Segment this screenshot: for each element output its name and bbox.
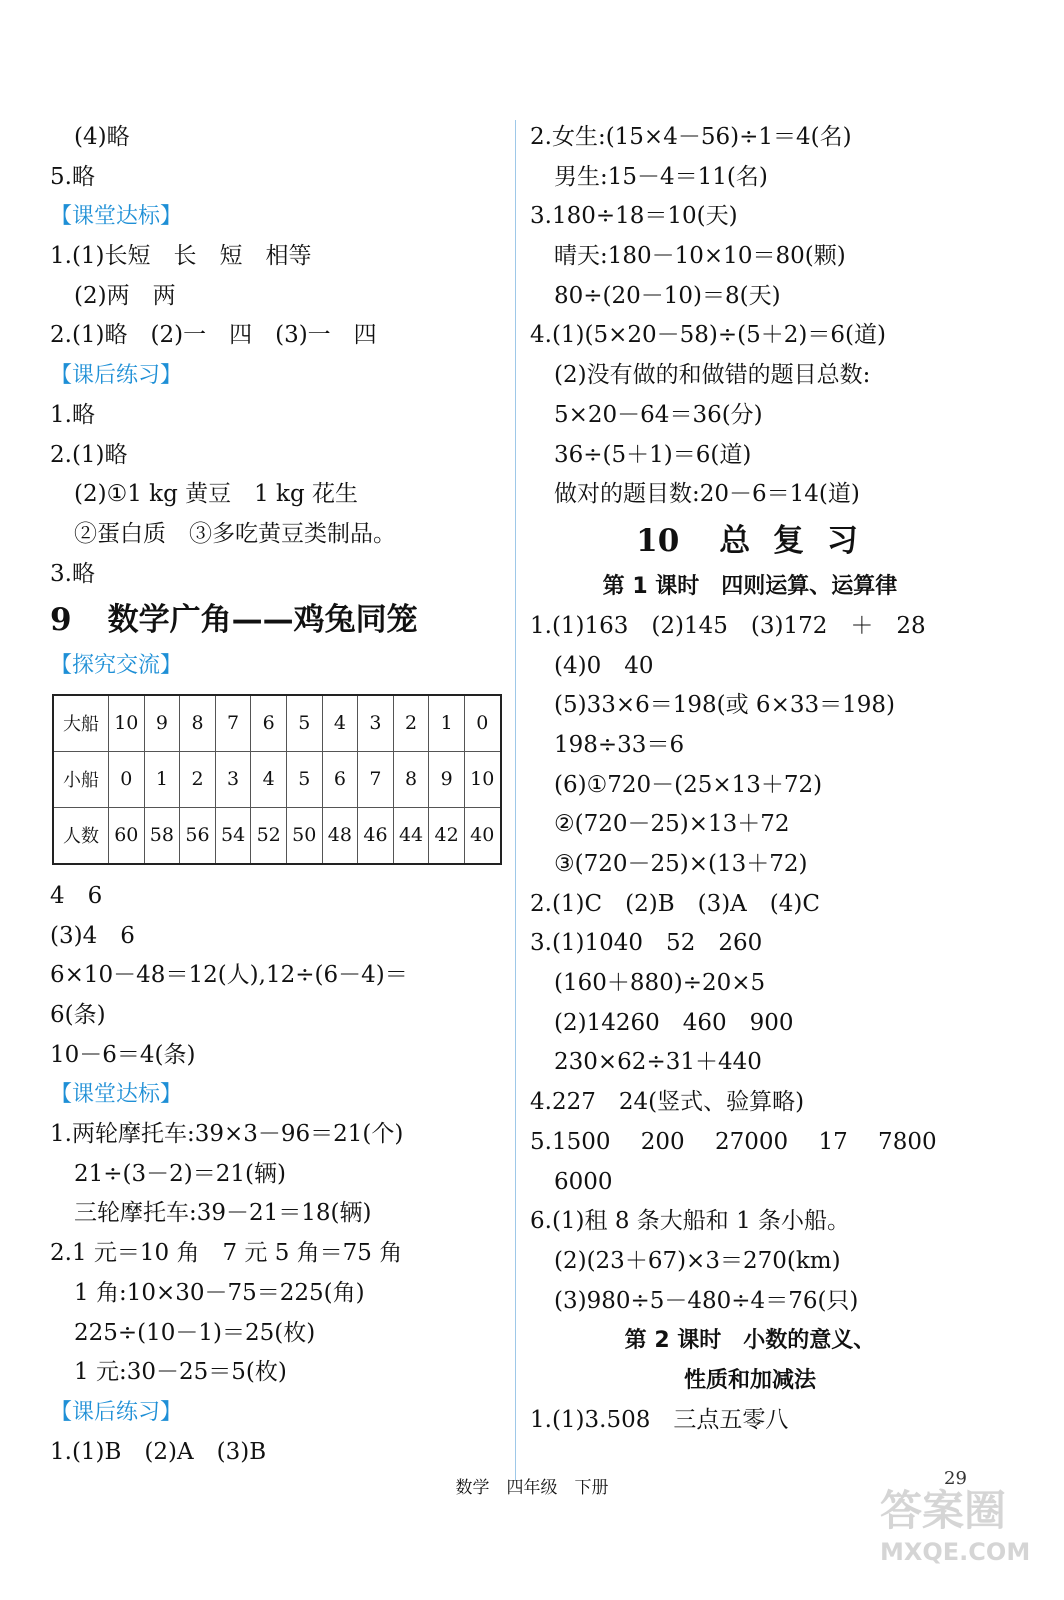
table-cell: 7: [215, 695, 251, 752]
section-tag-kehou: 【课后练习】: [50, 363, 183, 389]
answer-line: 晴天:180－10×10＝80(颗): [554, 243, 846, 270]
table-cell: 9: [429, 751, 465, 807]
column-divider: [515, 120, 516, 1480]
section-tag-ketang: 【课堂达标】: [50, 1082, 183, 1108]
watermark-logo: [880, 1478, 1030, 1578]
answer-line: 6×10－48＝12(人),12÷(6－4)＝: [50, 962, 408, 989]
answer-line: 36÷(5＋1)＝6(道): [554, 441, 752, 468]
boat-table: [52, 694, 502, 865]
table-cell: 10: [109, 695, 145, 752]
table-cell: 7: [358, 751, 394, 807]
answer-line: (5)33×6＝198(或 6×33＝198): [554, 692, 895, 719]
section-heading-9: [50, 594, 502, 646]
answer-line: 5×20－64＝36(分): [554, 401, 763, 428]
table-cell: 4: [322, 695, 358, 752]
page-number: 29: [944, 1468, 967, 1489]
answer-line: 3.(1)1040 52 260: [530, 930, 763, 957]
table-cell: 5: [286, 695, 322, 752]
answer-line: 1 元:30－25＝5(枚): [74, 1359, 287, 1386]
table-row: [53, 695, 501, 752]
answer-line: 2.女生:(15×4－56)÷1＝4(名): [530, 124, 852, 150]
answer-line: (4)略: [74, 124, 130, 150]
table-cell: 8: [180, 695, 216, 752]
answer-line: 1.略: [50, 401, 95, 428]
answer-line: (3)4 6: [50, 922, 135, 949]
table-cell: 40: [464, 807, 500, 864]
answer-line: ②(720－25)×13＋72: [554, 811, 790, 838]
answer-line: 10－6＝4(条): [50, 1041, 196, 1068]
answer-line: 做对的题目数:20－6＝14(道): [554, 481, 860, 508]
watermark-text: 答案圈: [880, 1486, 1007, 1535]
answer-line: ②蛋白质 ③多吃黄豆类制品。: [74, 520, 396, 547]
answer-line: 2.(1)略 (2)一 四 (3)一 四: [50, 322, 377, 349]
row-header: 大船: [53, 695, 109, 752]
answer-line: (2)两 两: [74, 282, 176, 309]
answer-line: (2)①1 kg 黄豆 1 kg 花生: [74, 481, 359, 508]
section-title: 总 复 习: [719, 522, 864, 559]
table-cell: 2: [180, 751, 216, 807]
table-cell: 10: [464, 751, 500, 807]
row-header: 小船: [53, 751, 109, 807]
answer-line: (4)0 40: [554, 652, 654, 679]
answer-line: 3.略: [50, 560, 95, 587]
answer-line: 3.180÷18＝10(天): [530, 203, 738, 230]
table-cell: 4: [251, 751, 287, 807]
table-cell: 56: [180, 807, 216, 864]
section-number: 9: [50, 602, 72, 639]
answer-line: (160＋880)÷20×5: [554, 970, 766, 997]
answer-line: 1.两轮摩托车:39×3－96＝21(个): [50, 1121, 404, 1148]
answer-line: 男生:15－4＝11(名): [554, 163, 768, 190]
answer-line: 4 6: [50, 882, 103, 909]
left-column: [50, 118, 502, 1472]
table-cell: 54: [215, 807, 251, 864]
table-cell: 58: [144, 807, 180, 864]
table-cell: 8: [393, 751, 429, 807]
table-cell: 1: [429, 695, 465, 752]
answer-line: 225÷(10－1)＝25(枚): [74, 1319, 316, 1346]
answer-line: 6(条): [50, 1002, 106, 1028]
answer-line: 1.(1)B (2)A (3)B: [50, 1438, 267, 1465]
section-heading-10: [530, 515, 970, 567]
section-title: 数学广角——鸡兔同笼: [107, 602, 418, 639]
table-cell: 9: [144, 695, 180, 752]
answer-line: 1.(1)163 (2)145 (3)172 ＋ 28: [530, 612, 926, 639]
answer-line: 三轮摩托车:39－21＝18(辆): [74, 1200, 372, 1227]
table-cell: 60: [109, 807, 145, 864]
answer-line: 21÷(3－2)＝21(辆): [74, 1160, 286, 1187]
answer-line: ③(720－25)×(13＋72): [554, 851, 808, 877]
answer-line: 5.略: [50, 163, 95, 190]
table-row: [53, 751, 501, 807]
section-tag-ketang: 【课堂达标】: [50, 204, 183, 230]
table-cell: 46: [358, 807, 394, 864]
answer-line: (6)①720－(25×13＋72): [554, 771, 823, 798]
answer-line: 1.(1)3.508 三点五零八: [530, 1407, 789, 1434]
table-cell: 2: [393, 695, 429, 752]
page-footer: 数学 四年级 下册: [455, 1478, 609, 1498]
table-row: [53, 807, 501, 864]
answer-line: 230×62÷31＋440: [554, 1049, 762, 1076]
answer-line: (2)没有做的和做错的题目总数:: [554, 362, 871, 389]
table-cell: 42: [429, 807, 465, 864]
answer-line: 5.1500 200 27000 17 7800: [530, 1128, 937, 1155]
answer-line: 1.(1)长短 长 短 相等: [50, 243, 312, 270]
table-cell: 1: [144, 751, 180, 807]
answer-line: 6000: [554, 1168, 613, 1195]
table-cell: 44: [393, 807, 429, 864]
answer-line: (3)980÷5－480÷4＝76(只): [554, 1287, 859, 1314]
lesson-heading: 第 2 课时 小数的意义、: [624, 1328, 876, 1354]
table-cell: 3: [215, 751, 251, 807]
lesson-heading: 性质和加减法: [683, 1368, 816, 1394]
row-header: 人数: [53, 807, 109, 864]
table-cell: 52: [251, 807, 287, 864]
table-cell: 5: [286, 751, 322, 807]
table-cell: 48: [322, 807, 358, 864]
answer-line: 1 角:10×30－75＝225(角): [74, 1279, 365, 1306]
right-column: [530, 118, 970, 1441]
answer-line: 6.(1)租 8 条大船和 1 条小船。: [530, 1208, 851, 1235]
table-cell: 50: [286, 807, 322, 864]
table-cell: 6: [251, 695, 287, 752]
table-cell: 0: [464, 695, 500, 752]
answer-line: 4.(1)(5×20－58)÷(5＋2)＝6(道): [530, 322, 886, 349]
watermark-url: MXQE.COM: [880, 1538, 1031, 1566]
section-number: 10: [636, 522, 680, 559]
table-cell: 6: [322, 751, 358, 807]
answer-line: 198÷33＝6: [554, 731, 685, 758]
answer-line: 80÷(20－10)＝8(天): [554, 282, 781, 309]
answer-line: (2)14260 460 900: [554, 1009, 794, 1036]
answer-line: (2)(23＋67)×3＝270(km): [554, 1247, 841, 1274]
answer-line: 2.1 元＝10 角 7 元 5 角＝75 角: [50, 1240, 403, 1267]
lesson-heading: 第 1 课时 四则运算、运算律: [602, 573, 898, 599]
section-tag-kehou: 【课后练习】: [50, 1399, 183, 1425]
answer-line: 2.(1)略: [50, 441, 128, 468]
table-cell: 3: [358, 695, 394, 752]
answer-line: 4.227 24(竖式、验算略): [530, 1089, 805, 1116]
table-cell: 0: [109, 751, 145, 807]
section-tag-tanjiu: 【探究交流】: [50, 653, 183, 679]
answer-line: 2.(1)C (2)B (3)A (4)C: [530, 890, 820, 917]
